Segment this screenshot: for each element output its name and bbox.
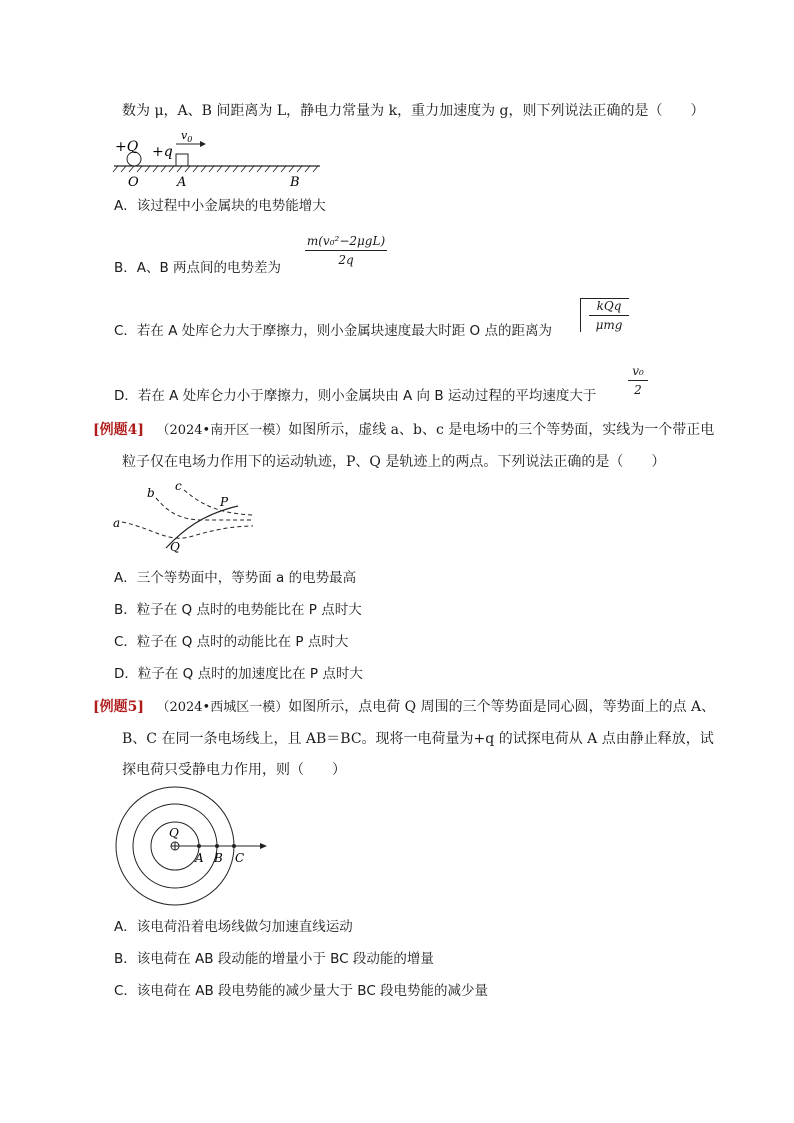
q4-source: （2024•南开区一模） xyxy=(156,423,289,438)
q3-formula-d: v₀ 2 xyxy=(628,364,648,397)
label-B: B xyxy=(290,175,300,190)
q5-stem-line-2: B、C 在同一条电场线上，且 AB＝BC。现将一电荷量为+q 的试探电荷从 A 点由静止释放，试 xyxy=(122,731,714,747)
q5-stem-1: 如图所示，点电荷 Q 周围的三个等势面是同心圆，等势面上的点 A、 xyxy=(288,699,716,715)
q4-stem-line-2: 粒子仅在电场力作用下的运动轨迹，P、Q 是轨迹上的两点。下列说法正确的是（ ） xyxy=(122,454,666,470)
metal-block xyxy=(176,154,188,166)
q5-tag: [例题5] xyxy=(93,699,144,715)
point-C xyxy=(232,844,236,848)
q5-source: （2024•西城区一模） xyxy=(156,700,289,715)
point-B xyxy=(215,844,219,848)
q3-option-a: A．该过程中小金属块的电势能增大 xyxy=(114,198,326,214)
q3-option-d: D．若在 A 处库仑力小于摩擦力，则小金属块由 A 向 B 运动过程的平均速度大于 xyxy=(114,388,597,404)
q5-figure-concentric xyxy=(108,786,278,912)
label-b: b xyxy=(147,486,155,500)
point-A xyxy=(197,844,201,848)
equipotential-b xyxy=(156,498,253,520)
label-v0: $v_0$ xyxy=(181,129,193,144)
q5-option-a: A．该电荷沿着电场线做匀加速直线运动 xyxy=(114,919,353,935)
label-B: B xyxy=(214,851,223,865)
equipotential-a xyxy=(122,522,253,538)
q5-stem-line-1 xyxy=(93,697,715,718)
label-plus-Q: +Q xyxy=(115,139,139,155)
label-a: a xyxy=(113,516,121,530)
q3-stem-tail: 数为 μ，A、B 间距离为 L，静电力常量为 k，重力加速度为 g，则下列说法正确的是（ ） xyxy=(122,103,705,119)
label-A: A xyxy=(195,851,204,865)
q4-option-d: D．粒子在 Q 点时的加速度比在 P 点时大 xyxy=(114,666,363,682)
q3-option-c: C．若在 A 处库仑力大于摩擦力，则小金属块速度最大时距 O 点的距离为 xyxy=(114,323,552,339)
q4-figure-equipotential xyxy=(108,478,258,556)
label-Q: Q xyxy=(170,540,180,554)
label-A: A xyxy=(177,175,187,190)
label-C: C xyxy=(235,851,245,865)
q4-option-b: B．粒子在 Q 点时的电势能比在 P 点时大 xyxy=(114,602,362,618)
label-plus-q: +q xyxy=(152,144,173,160)
q4-option-a: A．三个等势面中，等势面 a 的电势最高 xyxy=(114,570,357,586)
label-Q: Q xyxy=(169,826,179,840)
q4-stem-line-1 xyxy=(93,420,714,441)
q5-option-c: C．该电荷在 AB 段电势能的减少量大于 BC 段电势能的减少量 xyxy=(114,983,489,999)
q3-formula-b: m(v₀²−2μgL) 2q xyxy=(306,234,386,267)
q4-option-c: C．粒子在 Q 点时的动能比在 P 点时大 xyxy=(114,634,349,650)
q5-option-b: B．该电荷在 AB 段动能的增量小于 BC 段动能的增量 xyxy=(114,951,434,967)
label-c: c xyxy=(175,479,182,493)
q5-stem-line-3: 探电荷只受静电力作用，则（ ） xyxy=(122,762,346,778)
q3-formula-c: kQq μmg xyxy=(580,298,629,332)
q4-stem-1: 如图所示，虚线 a、b、c 是电场中的三个等势面，实线为一个带正电 xyxy=(288,422,715,438)
q4-tag: [例题4] xyxy=(93,422,144,438)
q3-option-b: B．A、B 两点间的电势差为 xyxy=(114,260,282,276)
label-O: O xyxy=(128,175,139,190)
label-P: P xyxy=(220,495,229,509)
q3-figure-incline xyxy=(110,128,325,190)
